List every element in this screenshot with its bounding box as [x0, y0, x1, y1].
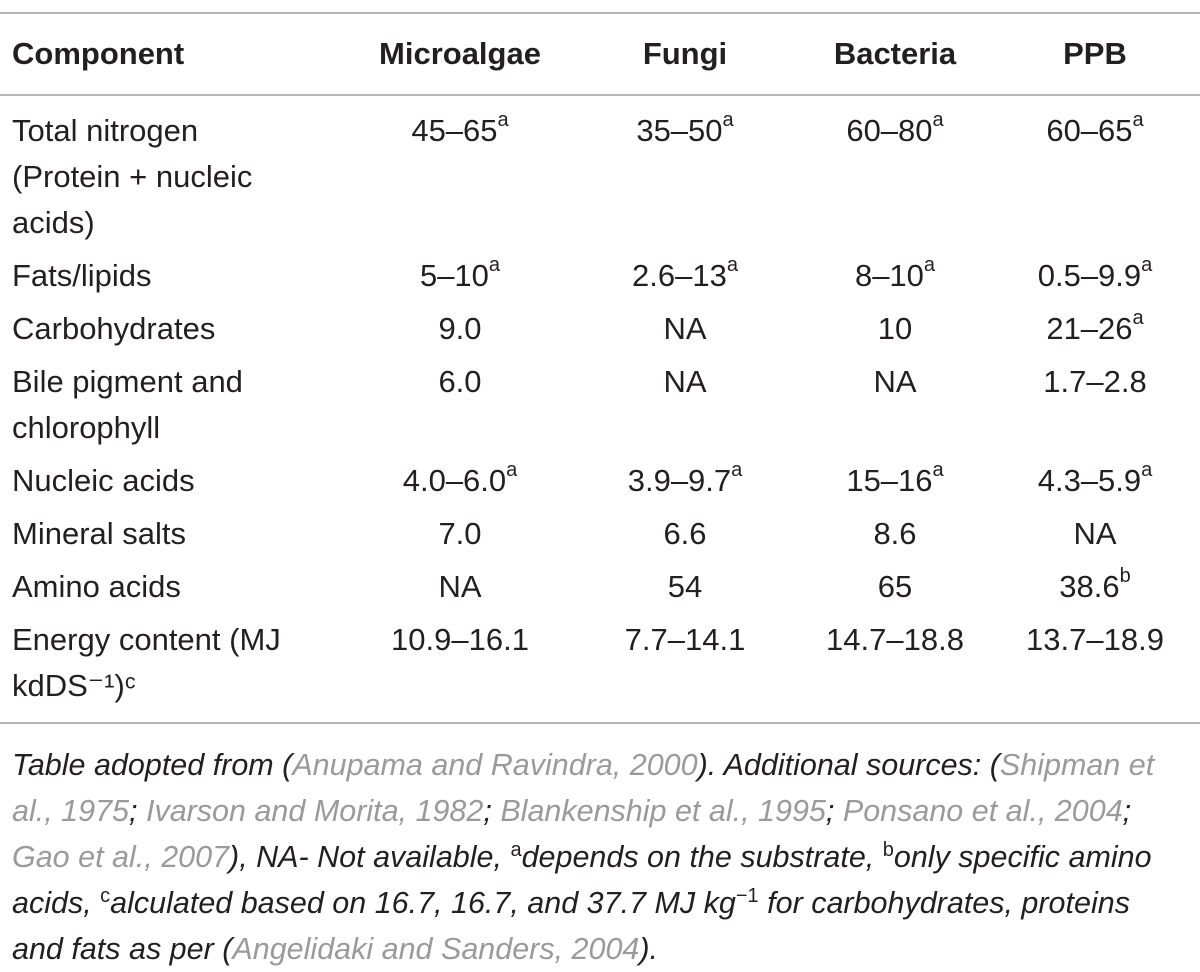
citation-link[interactable]: Angelidaki and Sanders, 2004 [232, 932, 640, 966]
footnote-text: ). Additional sources: ( [697, 748, 1000, 782]
cell-footnote-mark: a [932, 108, 944, 131]
cell-value: 65 [877, 569, 913, 604]
table-cell [990, 94, 1200, 250]
table-cell [800, 455, 990, 508]
table-cell [350, 94, 570, 250]
footnote-text: depends on the substrate, [521, 840, 883, 874]
table-cell [570, 561, 800, 614]
cell-value: 60–65 [1046, 113, 1133, 148]
table-cell [570, 455, 800, 508]
table-cell [800, 561, 990, 614]
row-label [0, 250, 350, 303]
table-cell [570, 250, 800, 303]
bottom-rule [0, 722, 1200, 724]
cell-value: NA [873, 364, 917, 399]
table-cell [350, 303, 570, 356]
footnote-superscript: c [100, 884, 111, 907]
footnote-text: ; [1122, 794, 1132, 828]
row-label-line: acids) [12, 205, 95, 240]
table-row [0, 455, 1200, 508]
cell-value: NA [438, 569, 482, 604]
table-footnote [12, 742, 1188, 972]
footnote-text: only specific amino acids, [12, 840, 1152, 920]
table-row [0, 303, 1200, 356]
cell-footnote-mark: a [1132, 108, 1144, 131]
table-cell [990, 250, 1200, 303]
header-row [0, 14, 1200, 94]
header-microalgae: Microalgae [379, 36, 541, 71]
table-cell [990, 356, 1200, 455]
cell-value: 6.0 [438, 364, 482, 399]
row-label-line: Bile pigment and [12, 364, 243, 399]
cell-value: 0.5–9.9 [1037, 258, 1142, 293]
header-component: Component [12, 36, 185, 71]
table-cell [350, 561, 570, 614]
table-cell [800, 356, 990, 455]
row-label-line: chlorophyll [12, 410, 161, 445]
table-cell [350, 250, 570, 303]
cell-value: 6.6 [663, 516, 707, 551]
footnote-superscript: a [510, 838, 522, 861]
cell-value: 14.7–18.8 [826, 622, 964, 657]
row-label-line: Total nitrogen [12, 113, 199, 148]
citation-link[interactable]: Shipman et al., 1975 [12, 748, 1155, 828]
cell-value: 35–50 [636, 113, 723, 148]
table-cell [350, 614, 570, 713]
footnote-text: for carbohydrates, proteins and fats as per ( [12, 886, 1130, 966]
footnote-text: ; [129, 794, 146, 828]
table-cell [570, 356, 800, 455]
cell-value: 10 [877, 311, 913, 346]
citation-link[interactable]: Blankenship et al., 1995 [500, 794, 826, 828]
footnote-text: ), NA- Not available, [229, 840, 511, 874]
table-cell [990, 561, 1200, 614]
cell-value: 4.3–5.9 [1037, 463, 1142, 498]
footnote-text: alculated based on 16.7, 16.7, and 37.7 MJ kg [110, 886, 736, 920]
row-label-line: (Protein + nucleic [12, 159, 253, 194]
footnote-text: Table adopted from ( [12, 748, 293, 782]
table-cell [990, 508, 1200, 561]
row-label-line: Energy content (MJ [12, 622, 281, 657]
cell-value: 3.9–9.7 [627, 463, 732, 498]
cell-value: NA [1073, 516, 1117, 551]
cell-value: 13.7–18.9 [1026, 622, 1164, 657]
composition-table [0, 14, 1200, 713]
header-bacteria: Bacteria [833, 36, 957, 71]
row-label-line: Fats/lipids [12, 258, 152, 293]
row-label [0, 356, 350, 455]
table-cell [800, 250, 990, 303]
cell-value: NA [663, 311, 707, 346]
cell-value: 9.0 [438, 311, 482, 346]
cell-value: 60–80 [846, 113, 933, 148]
row-label [0, 94, 350, 250]
table-cell [570, 614, 800, 713]
row-label [0, 303, 350, 356]
row-label [0, 508, 350, 561]
cell-footnote-mark: a [488, 253, 501, 276]
cell-footnote-mark: a [731, 458, 743, 481]
table-cell [990, 614, 1200, 713]
table-row [0, 94, 1200, 250]
table-row [0, 614, 1200, 713]
cell-value: 8.6 [873, 516, 917, 551]
citation-link[interactable]: Ponsano et al., 2004 [842, 794, 1123, 828]
footnote-text: ; [825, 794, 843, 828]
row-label [0, 455, 350, 508]
cell-value: 15–16 [846, 463, 933, 498]
row-label-line: Mineral salts [12, 516, 186, 551]
row-label-line: kdDS⁻¹)ᶜ [12, 668, 136, 703]
citation-link[interactable]: Ivarson and Morita, 1982 [145, 794, 484, 828]
table-cell [570, 94, 800, 250]
cell-value: 45–65 [411, 113, 498, 148]
footnote-text: ). [639, 932, 659, 966]
cell-value: 21–26 [1046, 311, 1133, 346]
cell-value: 1.7–2.8 [1043, 364, 1147, 399]
row-label [0, 614, 350, 713]
table-row [0, 356, 1200, 455]
cell-value: 2.6–13 [632, 258, 727, 293]
table-cell [990, 303, 1200, 356]
cell-value: 4.0–6.0 [402, 463, 507, 498]
table-row [0, 250, 1200, 303]
footnote-superscript: −1 [735, 884, 759, 907]
cell-value: 10.9–16.1 [391, 622, 529, 657]
table-cell [800, 94, 990, 250]
table-cell [570, 303, 800, 356]
footnote-superscript: b [882, 838, 894, 861]
table-cell [800, 303, 990, 356]
header-ppb: PPB [1063, 36, 1127, 71]
table-cell [350, 356, 570, 455]
table-cell [350, 508, 570, 561]
table-cell [990, 455, 1200, 508]
footnote-text: ; [483, 794, 501, 828]
table-cell [570, 508, 800, 561]
cell-value: 5–10 [419, 258, 489, 293]
row-label-line: Nucleic acids [12, 463, 195, 498]
cell-footnote-mark: a [1132, 306, 1144, 329]
cell-value: 38.6 [1059, 569, 1120, 604]
cell-footnote-mark: a [497, 108, 509, 131]
cell-footnote-mark: a [1141, 458, 1153, 481]
cell-footnote-mark: a [722, 108, 734, 131]
cell-value: 54 [667, 569, 703, 604]
cell-footnote-mark: a [1141, 253, 1153, 276]
cell-value: NA [663, 364, 707, 399]
cell-footnote-mark: a [923, 253, 936, 276]
table-cell [800, 508, 990, 561]
row-label [0, 561, 350, 614]
cell-value: 7.0 [438, 516, 482, 551]
cell-footnote-mark: a [726, 253, 738, 276]
row-label-line: Carbohydrates [12, 311, 216, 346]
row-label-line: Amino acids [12, 569, 181, 604]
cell-value: 8–10 [854, 258, 924, 293]
cell-footnote-mark: b [1119, 564, 1131, 587]
table-row [0, 561, 1200, 614]
cell-footnote-mark: a [932, 458, 944, 481]
table-cell [350, 455, 570, 508]
table-cell [800, 614, 990, 713]
citation-link[interactable]: Gao et al., 2007 [12, 840, 230, 874]
citation-link[interactable]: Anupama and Ravindra, 2000 [292, 748, 698, 782]
table-row [0, 508, 1200, 561]
cell-footnote-mark: a [506, 458, 518, 481]
cell-value: 7.7–14.1 [624, 622, 746, 657]
header-fungi: Fungi [642, 36, 728, 71]
